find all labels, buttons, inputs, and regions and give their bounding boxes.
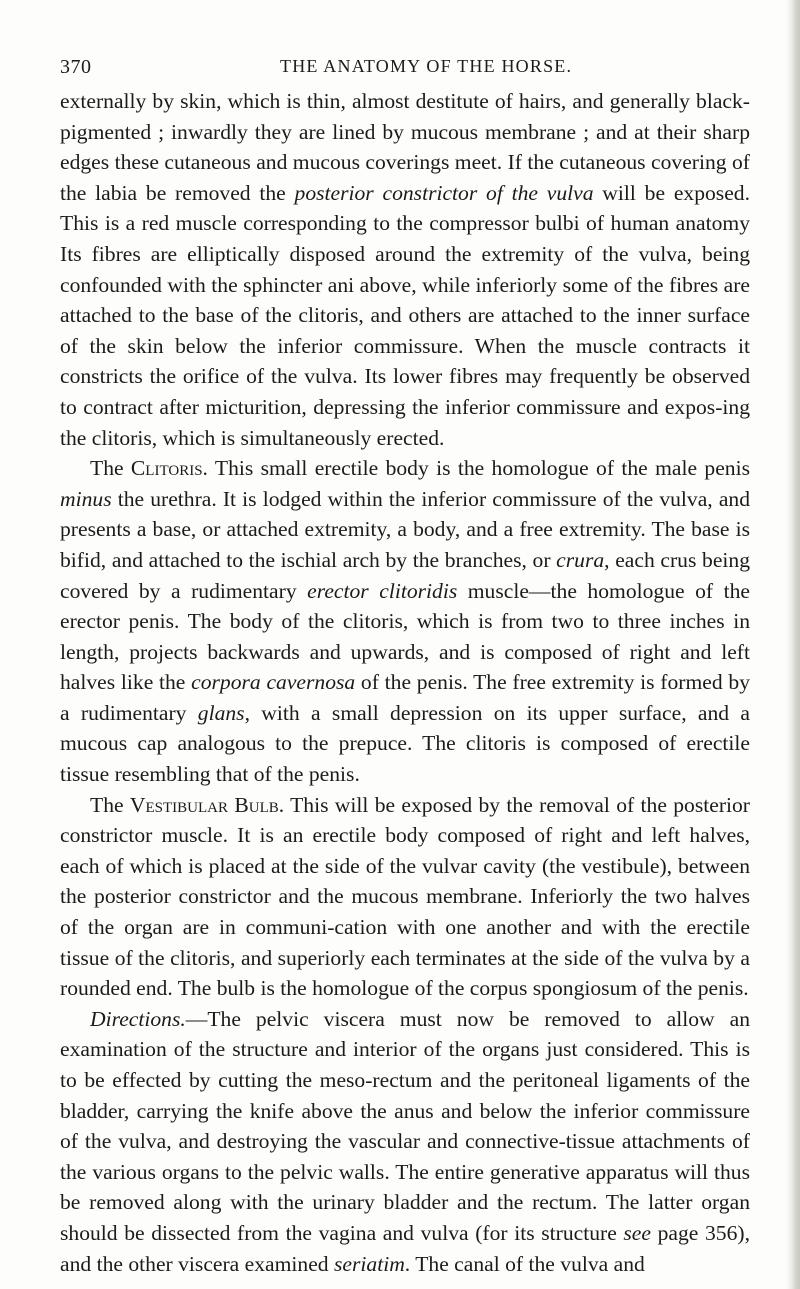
paragraph — [60, 1004, 750, 1279]
italic-term: see — [623, 1220, 651, 1245]
text-run: The — [90, 792, 130, 817]
running-title: THE ANATOMY OF THE HORSE. — [280, 56, 573, 76]
text-run: —The pelvic viscera must now be removed to allow an examination of the structure and interior of the organs just considered. This is to be effected by cutting the meso-rectum and the peritoneal ligaments of the bladder, carrying the knife above the anus and below the inferior commissure of the vulva, and destroying the vascular and connective-tissue attachments of the various organs to the pelvic walls. The entire generative apparatus will thus be removed along with the urinary bladder and the rectum. The latter organ should be dissected from the vagina and vulva (for its structure — [60, 1006, 750, 1245]
text-run: externally by skin, which is thin, almost destitute of hairs, and generally black-pigmented ; inwardly they are lined by mucous membrane ; and at their sharp edges these cutaneous and mucous coverings meet. If the cutaneous covering of the labia be removed the — [60, 89, 750, 205]
text-run: the urethra. It is lodged within the inferior commissure of the vulva, and presents a base, or attached extremity, a body, and a free extremity. The base is bifid, and attached to the ischial arch by the branches, or — [60, 486, 750, 572]
section-heading: Clitoris. — [130, 456, 208, 481]
text-run: , with a small depression on its upper surface, and a mucous cap analogous to the prepuce. The clitoris is composed of erectile tissue resembling that of the penis. — [60, 700, 751, 787]
section-heading: Vestibular Bulb. — [129, 792, 285, 817]
text-run: page 356), and the other viscera examined — [60, 1220, 750, 1276]
italic-term: seriatim — [334, 1251, 405, 1276]
text-run: The — [90, 456, 131, 481]
page-number: 370 — [60, 56, 92, 78]
italic-term: posterior constrictor of the vulva — [294, 180, 594, 205]
paragraph — [60, 453, 750, 790]
paragraph — [60, 86, 750, 453]
italic-term: crura — [556, 547, 605, 572]
page-edge-shadow — [786, 0, 800, 1289]
text-run: This will be exposed by the removal of the posterior constrictor muscle. It is an erectile body composed of right and left halves, each of which is placed at the side of the vulvar cavity (the vestibule), between the posterior constrictor and the mucous membrane. Inferiorly the two halves of the organ are in communi-cation with one another and with the erectile tissue of the clitoris, and superiorly each terminates at the side of the vulva by a rounded end. The bulb is the homologue of the corpus spongiosum of the penis. — [60, 792, 750, 1001]
text-run: This small erectile body is the homologue of the male penis — [207, 456, 750, 481]
text-run: , each crus being covered by a rudimentary — [60, 547, 750, 603]
text-run: muscle—the homologue of the erector penis. The body of the clitoris, which is from two to three inches in length, projects backwards and upwards, and is composed of right and left halves like the — [60, 578, 751, 695]
italic-term: Directions. — [90, 1006, 186, 1031]
italic-term: glans — [197, 700, 245, 725]
body-text — [60, 86, 750, 1279]
running-head — [60, 56, 760, 80]
paragraph — [60, 790, 750, 1004]
text-run: . The canal of the vulva and — [404, 1251, 645, 1276]
text-run: will be exposed. This is a red muscle corresponding to the compressor bulbi of human anatomy Its fibres are elliptically disposed around the extremity of the vulva, being confounded with the sphincter ani above, while inferiorly some of the fibres are attached to the base of the clitoris, and others are attached to the inner surface of the skin below the inferior commissure. When the muscle contracts it constricts the orifice of the vulva. Its lower fibres may frequently be observed to contract after micturition, depressing the inferior commissure and expos-ing the clitoris, which is simultaneously erected. — [60, 180, 750, 450]
italic-term: minus — [60, 486, 112, 511]
italic-term: corpora cavernosa — [191, 670, 356, 695]
text-run: of the penis. The free extremity is formed by a rudimentary — [60, 670, 750, 725]
italic-term: erector clitoridis — [307, 578, 458, 603]
